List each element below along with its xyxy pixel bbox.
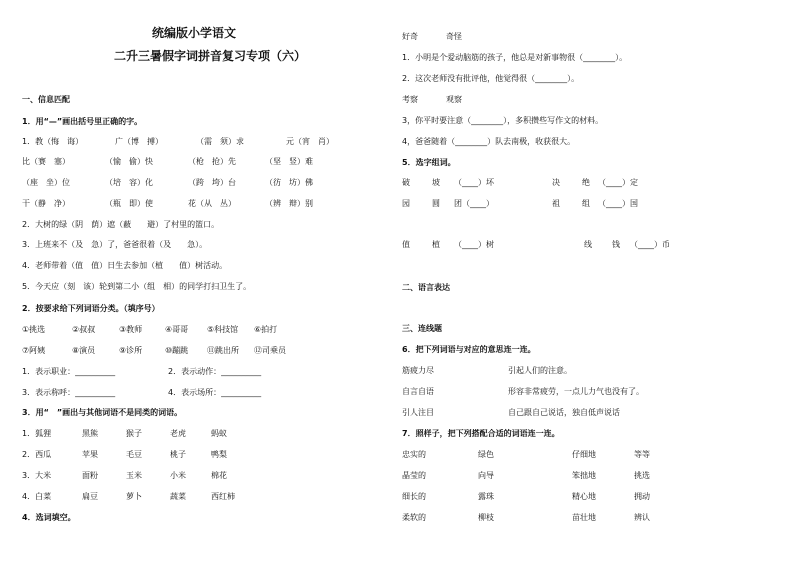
match-meaning: 自己跟自己说话，独自低声说话 [508, 408, 620, 417]
char-option: 坡 [432, 178, 440, 187]
word-option: ⑪跳出所 [207, 346, 239, 355]
group-word: 玉米 [126, 471, 142, 480]
pair-word: 绿色 [478, 450, 494, 459]
group-word: 老虎 [170, 429, 186, 438]
word-option: 观察 [446, 95, 462, 104]
word-choice: 元（宵 肖） [286, 137, 334, 146]
char-option: 决 [552, 178, 560, 187]
pair-word: 辨认 [634, 513, 650, 522]
word-option: 考察 [402, 95, 418, 104]
question-6: 6．把下列词语与对应的意思连一连。 [402, 345, 536, 354]
sentence-choice: 2．大树的绿（阴 荫）遮（蔽 避）了村里的篮口。 [22, 220, 220, 229]
pair-word: 柔软的 [402, 513, 426, 522]
group-word: 面粉 [82, 471, 98, 480]
pair-word: 拥动 [634, 492, 650, 501]
question-5: 5．选字组词。 [402, 158, 456, 167]
word-choice: （辨 辩）别 [265, 199, 313, 208]
word-option: ③教师 [119, 325, 143, 334]
word-choice: 1．教（悔 诲） [22, 137, 84, 146]
group-word: 黑熊 [82, 429, 98, 438]
char-option: 祖 [552, 199, 560, 208]
char-option: 圆 [432, 199, 440, 208]
doc-subtitle: 二升三暑假字词拼音复习专项（六） [114, 49, 307, 63]
word-option: ②叔叔 [72, 325, 96, 334]
classify-blank: 3．表示称呼：__________ [22, 388, 116, 397]
word-choice: （培 容）化 [105, 178, 153, 187]
question-4: 4．选词填空。 [22, 513, 76, 522]
classify-blank: 4．表示场所：__________ [168, 388, 262, 397]
question-3: 3．用“ ”画出与其他词语不是同类的词语。 [22, 408, 183, 417]
fill-blank: （____）国 [598, 199, 638, 208]
pair-word: 仔细地 [572, 450, 596, 459]
group-word: 4．白菜 [22, 492, 52, 501]
word-option: ①挑选 [22, 325, 46, 334]
group-word: 鸭梨 [211, 450, 227, 459]
fill-sentence: 2．这次老师没有批评他，他觉得很（________）。 [402, 74, 580, 83]
group-word: 3．大米 [22, 471, 52, 480]
word-option: ⑤科技馆 [207, 325, 239, 334]
group-word: 扁豆 [82, 492, 98, 501]
fill-blank: （____）定 [598, 178, 638, 187]
char-option: 钱 [612, 240, 620, 249]
group-word: 1．狐狸 [22, 429, 52, 438]
word-choice: 花（从 丛） [188, 199, 236, 208]
question-1: 1．用“—”画出括号里正确的字。 [22, 117, 143, 126]
sentence-choice: 3．上班来不（及 急）了，爸爸很着（及 急）。 [22, 240, 208, 249]
word-option: ④哥哥 [165, 325, 189, 334]
pair-word: 向导 [478, 471, 494, 480]
fill-blank: （____）树 [454, 240, 494, 249]
group-word: 桃子 [170, 450, 186, 459]
char-option: 园 [402, 199, 410, 208]
word-option: ⑦阿姨 [22, 346, 46, 355]
word-choice: （瓶 即）使 [105, 199, 153, 208]
doc-title: 统编版小学语文 [152, 26, 237, 40]
pair-word: 露珠 [478, 492, 494, 501]
match-term: 引人注目 [402, 408, 434, 417]
pair-word: 等等 [634, 450, 650, 459]
match-term: 自言自语 [402, 387, 434, 396]
word-option: ⑥拍打 [254, 325, 278, 334]
group-word: 猴子 [126, 429, 142, 438]
sentence-choice: 5．今天应（刻 该）轮到第二小（组 相）的同学打扫卫生了。 [22, 282, 252, 291]
fill-sentence: 4，爸爸随着（________）队去南极，收获很大。 [402, 137, 576, 146]
word-option: 好奇 [402, 32, 418, 41]
char-option: 组 [582, 199, 590, 208]
char-option: 破 [402, 178, 410, 187]
pair-word: 晶莹的 [402, 471, 426, 480]
pair-word: 柳枝 [478, 513, 494, 522]
char-option: 值 [402, 240, 410, 249]
classify-blank: 1．表示职业：__________ [22, 367, 116, 376]
char-option: 植 [432, 240, 440, 249]
pair-word: 挑选 [634, 471, 650, 480]
pair-word: 笨拙地 [572, 471, 596, 480]
word-option: ⑨诊所 [119, 346, 143, 355]
word-choice: 比（赛 塞） [22, 157, 70, 166]
word-choice: （愉 偷）快 [105, 157, 153, 166]
section-two-heading: 二、语言表达 [402, 283, 450, 292]
word-option: ⑧演员 [72, 346, 96, 355]
group-word: 西红柿 [211, 492, 235, 501]
word-choice: （枪 抢）先 [188, 157, 236, 166]
group-word: 苹果 [82, 450, 98, 459]
pair-word: 细长的 [402, 492, 426, 501]
group-word: 2．西瓜 [22, 450, 52, 459]
word-choice: 广（博 搏） [115, 137, 163, 146]
section-one-heading: 一、信息匹配 [22, 95, 70, 104]
group-word: 蚂蚁 [211, 429, 227, 438]
group-word: 小米 [170, 471, 186, 480]
word-choice: 干（静 净） [22, 199, 70, 208]
word-choice: （彷 坊）佛 [265, 178, 313, 187]
pair-word: 精心地 [572, 492, 596, 501]
question-7: 7．照样子，把下列搭配合适的词语连一连。 [402, 429, 560, 438]
sentence-choice: 4．老师带着（值 值）日生去参加（植 值）树活动。 [22, 261, 228, 270]
pair-word: 忠实的 [402, 450, 426, 459]
fill-blank: （____）坏 [454, 178, 494, 187]
fill-blank: 团（____） [454, 199, 494, 208]
group-word: 蔬菜 [170, 492, 186, 501]
question-2: 2．按要求给下列词语分类。（填序号） [22, 304, 160, 313]
word-choice: （跨 垮）台 [188, 178, 236, 187]
pair-word: 苗壮地 [572, 513, 596, 522]
word-choice: （坚 竖）难 [265, 157, 313, 166]
group-word: 萝卜 [126, 492, 142, 501]
group-word: 毛豆 [126, 450, 142, 459]
group-word: 棉花 [211, 471, 227, 480]
fill-sentence: 1．小明是个爱动脑筋的孩子，他总是对新事物很（________）。 [402, 53, 628, 62]
char-option: 绝 [582, 178, 590, 187]
word-choice: （需 须）求 [196, 137, 244, 146]
match-term: 筋疲力尽 [402, 366, 434, 375]
classify-blank: 2．表示动作：__________ [168, 367, 262, 376]
match-meaning: 引起人们的注意。 [508, 366, 572, 375]
section-three-heading: 三、连线题 [402, 324, 442, 333]
word-option: ⑩蹦跳 [165, 346, 189, 355]
word-option: ⑫司乘员 [254, 346, 286, 355]
match-meaning: 形容非常疲劳，一点儿力气也没有了。 [508, 387, 644, 396]
fill-blank: （____）币 [630, 240, 670, 249]
char-option: 线 [584, 240, 592, 249]
word-choice: （座 坐）位 [22, 178, 70, 187]
word-option: 奇怪 [446, 32, 462, 41]
fill-sentence: 3，你平时要注意（________），多积攒些写作文的材料。 [402, 116, 604, 125]
